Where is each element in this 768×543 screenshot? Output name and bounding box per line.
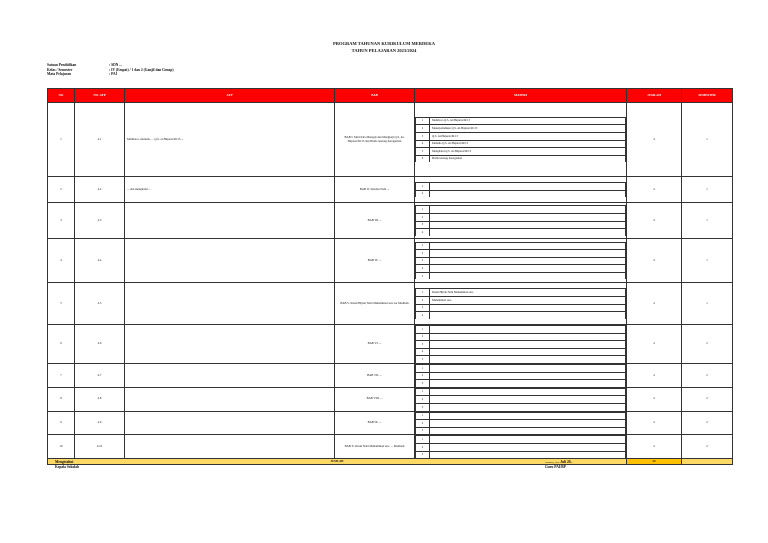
materi-number: 1 — [416, 364, 430, 372]
materi-text: Membaca Q.S. Al-Hujurat/49:13 — [430, 117, 626, 125]
materi-item — [416, 443, 626, 451]
signature-left — [55, 460, 79, 470]
materi-text: Kisah Hijrah Nabi Muhammad saw. — [430, 289, 626, 297]
row-semester: 2 — [682, 411, 733, 435]
materi-number: 5 — [416, 356, 430, 363]
materi-number: 2 — [416, 396, 430, 404]
row-materi — [415, 325, 627, 364]
row-bab: BAB III. ... — [335, 203, 415, 239]
header-semester: SEMESTER — [682, 89, 733, 103]
table-row — [48, 325, 733, 364]
materi-item — [416, 257, 626, 265]
materi-number: 1 — [416, 242, 430, 250]
materi-number: 1 — [416, 326, 430, 334]
row-atp: ... dan menghafal ... — [125, 177, 335, 203]
materi-list — [415, 288, 626, 318]
row-semester: 2 — [682, 325, 733, 364]
row-no: 7 — [48, 363, 75, 387]
kelas-value: : IV (Empat) / 1 dan 2 (Ganjil dan Genap) — [109, 67, 174, 72]
materi-text — [430, 312, 626, 319]
row-semester: 2 — [682, 387, 733, 411]
materi-item — [416, 356, 626, 363]
materi-number: 1 — [416, 412, 430, 420]
materi-item — [416, 436, 626, 444]
materi-text — [430, 213, 626, 221]
row-atp — [125, 387, 335, 411]
materi-item — [416, 242, 626, 250]
materi-text — [430, 182, 626, 190]
row-atp-no: 4.10 — [75, 435, 125, 459]
table-row — [48, 387, 733, 411]
materi-item — [416, 117, 626, 125]
mapel-label: Mata Pelajaran — [47, 72, 72, 77]
materi-text — [430, 333, 626, 341]
row-bab: BAB X. Kisah Nabi Muhammad saw. ... Madinah — [335, 435, 415, 459]
header-materi: MATERI — [415, 89, 627, 103]
right-date: ........., ..... Juli 20.. — [545, 460, 573, 464]
row-materi — [415, 283, 627, 325]
materi-text — [430, 403, 626, 410]
materi-text — [430, 372, 626, 380]
row-semester: 2 — [682, 363, 733, 387]
table-row — [48, 283, 733, 325]
document-meta — [47, 63, 174, 77]
materi-list — [415, 182, 626, 197]
materi-number: 2 — [416, 372, 430, 380]
row-materi — [415, 103, 627, 177]
row-jumlah: 4 — [627, 283, 682, 325]
materi-text — [430, 190, 626, 197]
materi-item — [416, 140, 626, 148]
materi-number: 2 — [416, 296, 430, 304]
materi-number: 1 — [416, 182, 430, 190]
materi-number: 2 — [416, 125, 430, 133]
materi-text: Menghafal Q.S. Al-Hujurat/49:13 — [430, 148, 626, 156]
mapel-value: : PAI — [109, 72, 118, 77]
document-subtitle: TAHUN PELAJARAN 2023/2024 — [351, 48, 417, 53]
satuan-value: : SDN ... — [109, 63, 122, 67]
materi-item — [416, 296, 626, 304]
materi-list — [415, 242, 626, 280]
header-atp: ATP — [125, 89, 335, 103]
materi-item — [416, 312, 626, 319]
materi-text: Q.S. Al-Hujurat/49:13 — [430, 132, 626, 140]
total-row — [48, 459, 733, 465]
row-materi — [415, 239, 627, 283]
materi-number: 1 — [416, 117, 430, 125]
row-bab: BAB VIII. ... — [335, 387, 415, 411]
table-row — [48, 239, 733, 283]
materi-number: 1 — [416, 289, 430, 297]
materi-number: 4 — [416, 348, 430, 356]
row-atp-no: 4.8 — [75, 387, 125, 411]
row-semester: 1 — [682, 203, 733, 239]
row-atp-no: 4.3 — [75, 203, 125, 239]
materi-text — [430, 272, 626, 279]
materi-text — [430, 348, 626, 356]
materi-number: 2 — [416, 333, 430, 341]
materi-text: Menerjemahkan Q.S. Al-Hujurat/49:13 — [430, 125, 626, 133]
row-jumlah: 4 — [627, 203, 682, 239]
materi-text: Muhammad saw. — [430, 296, 626, 304]
row-bab: BAB VII. ... — [335, 363, 415, 387]
materi-text — [430, 420, 626, 428]
row-atp-no: 4.2 — [75, 177, 125, 203]
materi-number: 3 — [416, 380, 430, 387]
materi-number: 1 — [416, 206, 430, 214]
table-row — [48, 435, 733, 459]
row-materi — [415, 435, 627, 459]
materi-number: 2 — [416, 420, 430, 428]
row-semester: 1 — [682, 177, 733, 203]
row-materi — [415, 177, 627, 203]
materi-text — [430, 427, 626, 434]
row-atp-no: 4.7 — [75, 363, 125, 387]
materi-list — [415, 325, 626, 363]
row-bab: BAB I. Mari Kita Mengaji dan Mengkaji Q.S. Al-Hujurat/49:13 dan Hadis tentang Keragaman — [335, 103, 415, 177]
kelas-label: Kelas / Semester — [47, 67, 73, 72]
materi-item — [416, 380, 626, 387]
table-row — [48, 203, 733, 239]
materi-number: 3 — [416, 132, 430, 140]
materi-item — [416, 388, 626, 396]
left-label: Mengetahui — [55, 460, 74, 464]
header-atp-no: NO. ATP — [75, 89, 125, 103]
total-label: JUMLAH — [48, 459, 627, 465]
materi-item — [416, 403, 626, 410]
materi-item — [416, 427, 626, 434]
table-header — [48, 89, 733, 103]
materi-item — [416, 190, 626, 197]
satuan-label: Satuan Pendidikan — [47, 63, 77, 67]
row-no: 5 — [48, 283, 75, 325]
left-role: Kepala Sekolah — [55, 465, 80, 469]
materi-number: 4 — [416, 229, 430, 236]
row-atp-no: 4.6 — [75, 325, 125, 364]
row-atp: Membaca, menulis, ... Q.S. al-Hujurat/49:13 ... — [125, 103, 335, 177]
row-jumlah: 4 — [627, 177, 682, 203]
row-materi — [415, 411, 627, 435]
materi-text — [430, 341, 626, 349]
row-materi — [415, 387, 627, 411]
row-atp — [125, 411, 335, 435]
materi-number: 5 — [416, 148, 430, 156]
materi-list — [415, 388, 626, 411]
materi-text — [430, 304, 626, 312]
table-row — [48, 103, 733, 177]
materi-number: 1 — [416, 388, 430, 396]
row-bab: BAB IV. ... — [335, 239, 415, 283]
materi-list — [415, 435, 626, 458]
materi-number: 2 — [416, 190, 430, 197]
materi-number: 4 — [416, 312, 430, 319]
row-jumlah: 4 — [627, 363, 682, 387]
materi-number: 3 — [416, 257, 430, 265]
materi-text — [430, 326, 626, 334]
row-no: 6 — [48, 325, 75, 364]
row-jumlah: 4 — [627, 239, 682, 283]
materi-text — [430, 364, 626, 372]
materi-item — [416, 148, 626, 156]
materi-text: Menulis Q.S. Al-Hujurat/49:13 — [430, 140, 626, 148]
materi-text — [430, 257, 626, 265]
materi-text — [430, 412, 626, 420]
materi-list — [415, 205, 626, 235]
materi-item — [416, 229, 626, 236]
row-atp-no: 4.1 — [75, 103, 125, 177]
table-row — [48, 177, 733, 203]
materi-text — [430, 221, 626, 229]
row-no: 3 — [48, 203, 75, 239]
materi-text — [430, 443, 626, 451]
materi-item — [416, 420, 626, 428]
row-atp-no: 4.5 — [75, 283, 125, 325]
materi-list — [415, 117, 626, 163]
materi-number: 3 — [416, 304, 430, 312]
materi-item — [416, 372, 626, 380]
materi-text — [430, 229, 626, 236]
header-jumlah: JUMLAH — [627, 89, 682, 103]
materi-text — [430, 436, 626, 444]
materi-item — [416, 182, 626, 190]
materi-text — [430, 451, 626, 458]
program-table — [47, 88, 733, 465]
total-value: 34 — [627, 459, 682, 465]
materi-number: 3 — [416, 427, 430, 434]
header-bab: BAB — [335, 89, 415, 103]
row-atp — [125, 203, 335, 239]
materi-item — [416, 326, 626, 334]
materi-number: 4 — [416, 140, 430, 148]
total-empty — [682, 459, 733, 465]
row-bab: BAB IX. ... — [335, 411, 415, 435]
materi-item — [416, 396, 626, 404]
row-bab: BAB II. Teladan Nabi ... — [335, 177, 415, 203]
materi-list — [415, 364, 626, 387]
materi-number: 3 — [416, 221, 430, 229]
materi-item — [416, 412, 626, 420]
materi-item — [416, 265, 626, 273]
materi-text: Hadis tentang Keragaman — [430, 155, 626, 162]
materi-text — [430, 265, 626, 273]
row-bab: BAB VI. ... — [335, 325, 415, 364]
row-atp-no: 4.9 — [75, 411, 125, 435]
materi-item — [416, 155, 626, 162]
materi-item — [416, 364, 626, 372]
materi-number: 2 — [416, 443, 430, 451]
materi-item — [416, 341, 626, 349]
materi-number: 1 — [416, 436, 430, 444]
row-jumlah: 4 — [627, 435, 682, 459]
materi-number: 2 — [416, 250, 430, 258]
materi-text — [430, 242, 626, 250]
row-no: 2 — [48, 177, 75, 203]
row-bab: BAB V. Kisah Hijrah Nabi Muhammad saw. ke Madinah — [335, 283, 415, 325]
materi-number: 6 — [416, 155, 430, 162]
materi-number: 2 — [416, 213, 430, 221]
materi-item — [416, 221, 626, 229]
materi-number: 5 — [416, 272, 430, 279]
row-jumlah: 4 — [627, 325, 682, 364]
row-materi — [415, 203, 627, 239]
materi-item — [416, 333, 626, 341]
materi-number: 3 — [416, 341, 430, 349]
signature-right — [545, 460, 572, 470]
materi-item — [416, 132, 626, 140]
materi-text — [430, 380, 626, 387]
materi-item — [416, 250, 626, 258]
materi-list — [415, 412, 626, 435]
materi-item — [416, 451, 626, 458]
row-semester: 2 — [682, 435, 733, 459]
table-row — [48, 411, 733, 435]
row-no: 8 — [48, 387, 75, 411]
materi-item — [416, 125, 626, 133]
row-atp — [125, 239, 335, 283]
materi-item — [416, 348, 626, 356]
row-jumlah: 4 — [627, 387, 682, 411]
header-no: NO — [48, 89, 75, 103]
row-no: 1 — [48, 103, 75, 177]
row-semester: 1 — [682, 239, 733, 283]
row-atp — [125, 435, 335, 459]
materi-text — [430, 388, 626, 396]
materi-text — [430, 356, 626, 363]
materi-item — [416, 206, 626, 214]
materi-item — [416, 213, 626, 221]
table-row — [48, 363, 733, 387]
document-title: PROGRAM TAHUNAN KURIKULUM MERDEKA — [333, 41, 435, 46]
materi-number: 3 — [416, 403, 430, 410]
materi-text — [430, 250, 626, 258]
materi-number: 3 — [416, 451, 430, 458]
materi-text — [430, 396, 626, 404]
materi-item — [416, 289, 626, 297]
row-atp-no: 4.4 — [75, 239, 125, 283]
materi-number: 4 — [416, 265, 430, 273]
row-materi — [415, 363, 627, 387]
row-no: 10 — [48, 435, 75, 459]
row-semester: 1 — [682, 283, 733, 325]
materi-text — [430, 206, 626, 214]
row-atp — [125, 363, 335, 387]
right-role: Guru PAI/BP — [545, 465, 566, 469]
row-semester: 1 — [682, 103, 733, 177]
row-jumlah: 4 — [627, 411, 682, 435]
row-atp — [125, 325, 335, 364]
row-no: 4 — [48, 239, 75, 283]
row-atp — [125, 283, 335, 325]
row-no: 9 — [48, 411, 75, 435]
row-jumlah: 4 — [627, 103, 682, 177]
materi-item — [416, 304, 626, 312]
materi-item — [416, 272, 626, 279]
